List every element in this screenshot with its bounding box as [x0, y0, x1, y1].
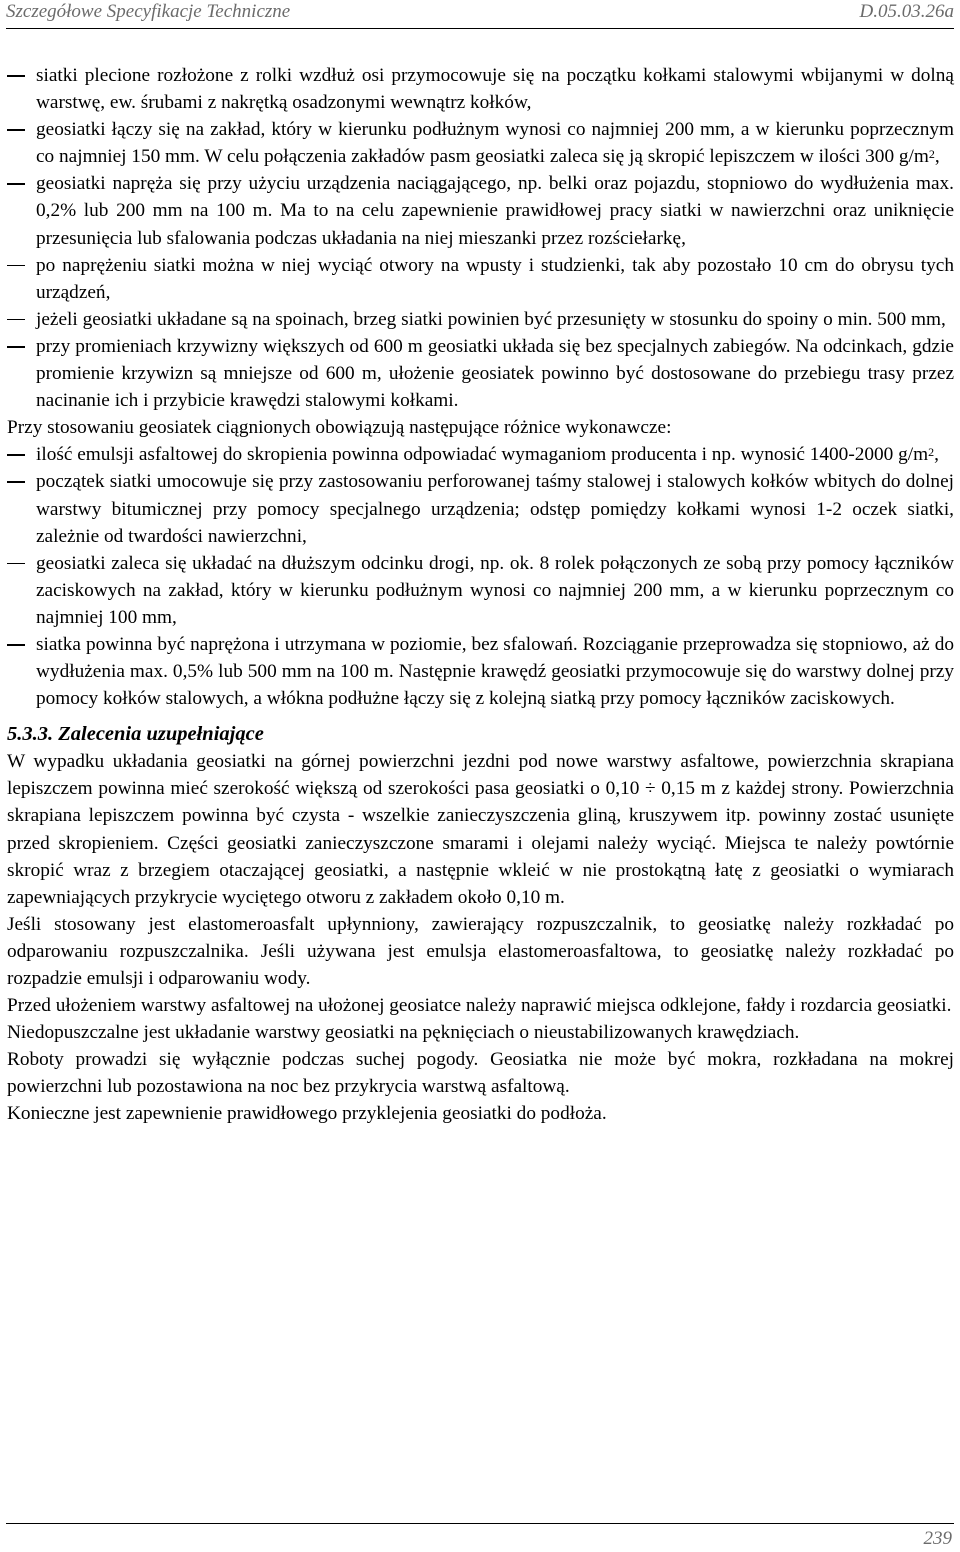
footer-divider — [6, 1523, 954, 1524]
paragraph: Niedopuszczalne jest układanie warstwy geosiatki na pęknięciach o nieustabilizowanych krawędziach. — [7, 1022, 800, 1044]
document-body — [7, 62, 954, 1128]
header-title: Szczegółowe Specyfikacje Techniczne — [6, 1, 291, 22]
paragraph: Konieczne jest zapewnienie prawidłowego przyklejenia geosiatki do podłoża. — [7, 1103, 607, 1125]
section-heading: 5.3.3. Zalecenia uzupełniające — [7, 723, 264, 746]
bullet-list-1 — [7, 62, 954, 414]
list-item: ilość emulsji asfaltowej do skropienia powinna odpowiadać wymaganiom producenta i np. wynosić 1400-2000 $g/m^2$, — [7, 441, 954, 468]
page-number: 239 — [923, 1528, 952, 1549]
page-header — [6, 0, 954, 29]
list-item: początek siatki umocowuje się przy zastosowaniu perforowanej taśmy stalowej i stalowych kołków wbitych do dolnej warstwy bitumicznej przy pomocy specjalnego urządzenia; odstęp pomiędzy kołkami wynosi 1-2 oczek siatki, zależnie od twardości nawierzchni, — [7, 468, 954, 549]
list-item: jeżeli geosiatki układane są na spoinach, brzeg siatki powinien być przesunięty w stosunku do spoiny o min. 500 mm, — [7, 306, 954, 333]
intro-paragraph: Przy stosowaniu geosiatek ciągnionych obowiązują następujące różnice wykonawcze: — [7, 417, 672, 439]
paragraph: Jeśli stosowany jest elastomeroasfalt upłynniony, zawierający rozpuszczalnik, to geosiatkę należy rozkładać po odparowaniu rozpuszczalnika. Jeśli używana jest emulsja elastomeroasfaltowa, to geosiatkę należy rozkładać po rozpadzie emulsji i odparowaniu wody. — [7, 913, 954, 989]
paragraph: Przed ułożeniem warstwy asfaltowej na ułożonej geosiatce należy naprawić miejsca odklejone, fałdy i rozdarcia geosiatki. — [7, 995, 952, 1017]
list-item: geosiatki napręża się przy użyciu urządzenia naciągającego, np. belki oraz pojazdu, stopniowo do wydłużenia max. 0,2% lub 200 mm na 100 m. Ma to na celu zapewnienie prawidłowej pracy siatki w nawierzchni oraz uniknięcie przesunięcia lub sfalowania podczas układania na niej mieszanki przez rozściełarkę, — [7, 170, 954, 251]
paragraph: W wypadku układania geosiatki na górnej powierzchni jezdni pod nowe warstwy asfaltowe, powierzchnia skrapiana lepiszczem powinna mieć szerokość większą od szerokości pasa geosiatki o 0,10 ÷ 0,15 m z każdej strony. Powierzchnia skrapiana lepiszczem powinna być czysta - wszelkie zanieczyszczenia gliną, kruszywem itp. powinny zostać usunięte przed skropieniem. Części geosiatki zanieczyszczone smarami i olejami należy wyciąć. Miejsca te należy powtórnie skropić wraz z brzegiem otaczającej geosiatki, a następnie wkleić w nie prostokątną łatę z geosiatki o wymiarach zapewniających przykrycie wyciętego otworu z zakładem około 0,10 m. — [7, 751, 954, 908]
list-item: geosiatki łączy się na zakład, który w kierunku podłużnym wynosi co najmniej 200 mm, a w kierunku poprzecznym co najmniej 150 mm. W celu połączenia zakładów pasm geosiatki zaleca się ją skropić lepiszczem w ilości 300 $g/m^2$, — [7, 116, 954, 170]
bullet-list-2 — [7, 441, 954, 712]
header-code: D.05.03.26a — [859, 1, 954, 22]
list-item: przy promieniach krzywizny większych od 600 m geosiatki układa się bez specjalnych zabiegów. Na odcinkach, gdzie promienie krzywizn są mniejsze od 600 m, ułożenie geosiatek powinno być dostosowane do przebiegu trasy przez nacinanie ich i przybicie krawędzi stalowymi kołkami. — [7, 333, 954, 414]
paragraph: Roboty prowadzi się wyłącznie podczas suchej pogody. Geosiatka nie może być mokra, rozkładana na mokrej powierzchni lub pozostawiona na noc bez przykrycia warstwą asfaltową. — [7, 1049, 954, 1098]
list-item: siatka powinna być naprężona i utrzymana w poziomie, bez sfalowań. Rozciąganie przeprowadza się stopniowo, aż do wydłużenia max. 0,5% lub 500 mm na 100 m. Następnie krawędź geosiatki przymocowuje się do warstwy dolnej przy pomocy kołków stalowych, a włókna podłużne łączy się z kolejną siatką przy pomocy łączników zaciskowych. — [7, 631, 954, 712]
list-item: geosiatki zaleca się układać na dłuższym odcinku drogi, np. ok. 8 rolek połączonych ze sobą przy pomocy łączników zaciskowych na zakład, który w kierunku podłużnym wynosi co najmniej 200 mm, a w kierunku poprzecznym co najmniej 100 mm, — [7, 550, 954, 631]
list-item: po naprężeniu siatki można w niej wyciąć otwory na wpusty i studzienki, tak aby pozostało 10 cm do obrysu tych urządzeń, — [7, 252, 954, 306]
list-item: siatki plecione rozłożone z rolki wzdłuż osi przymocowuje się na początku kołkami stalowymi wbijanymi w dolną warstwę, ew. śrubami z nakrętką osadzonymi wewnątrz kołków, — [7, 62, 954, 116]
